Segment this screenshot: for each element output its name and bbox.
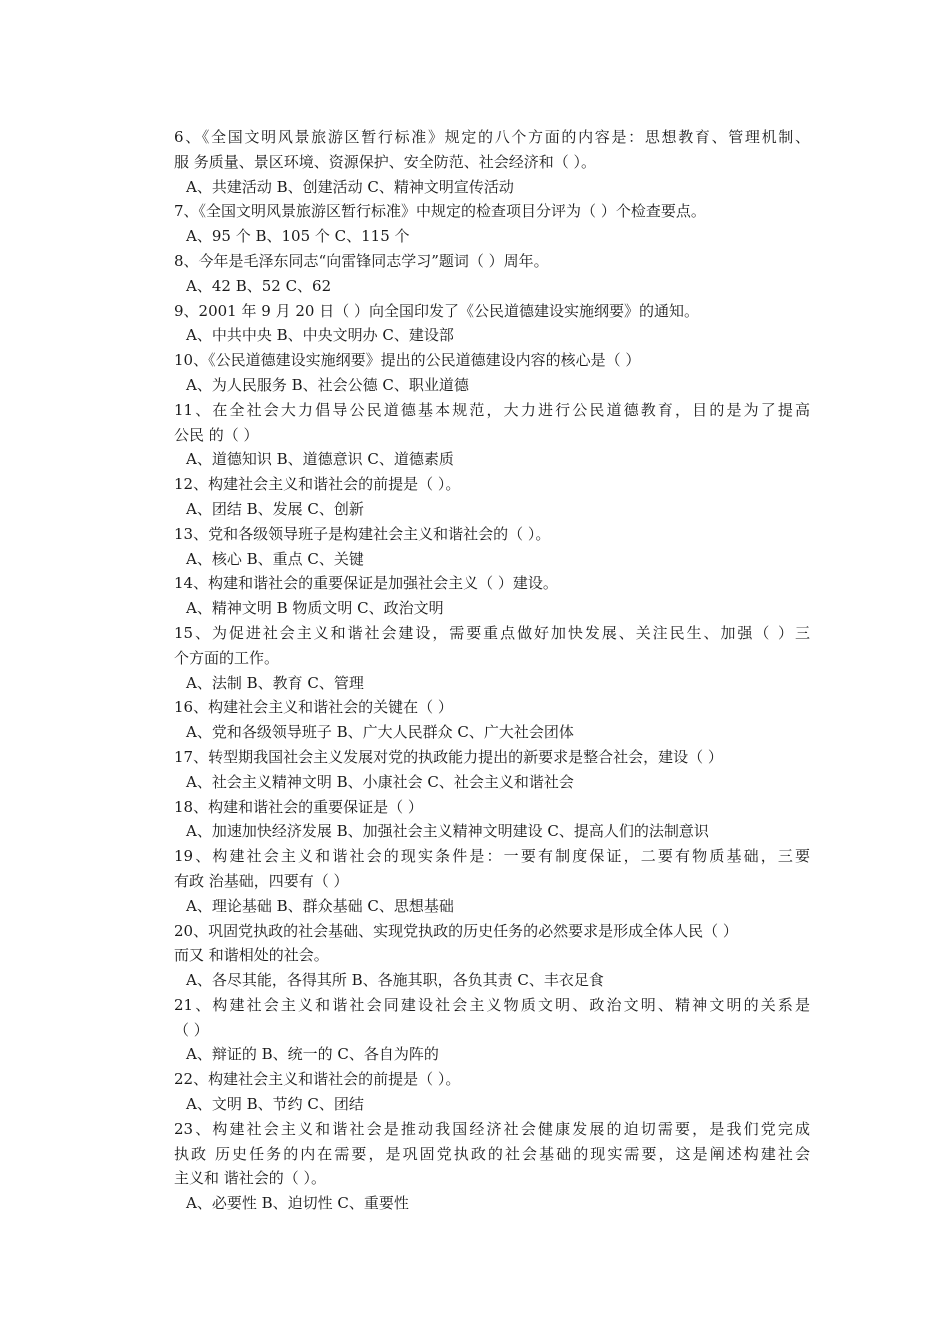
question-text: 6、《全国文明风景旅游区暂行标准》规定的八个方面的内容是：思想教育、管理机制、 bbox=[174, 128, 810, 146]
question-text: 23、构建社会主义和谐社会是推动我国经济社会健康发展的迫切需要，是我们党完成 bbox=[174, 1119, 810, 1138]
question-text: 7、《全国文明风景旅游区暂行标准》中规定的检查项目分评为（ ）个检查要点。 bbox=[174, 202, 706, 221]
question-text: 19、构建社会主义和谐社会的现实条件是：一要有制度保证，二要有物质基础，三要 bbox=[174, 847, 810, 866]
answer-options: A、辩证的 B、统一的 C、各自为阵的 bbox=[186, 1045, 439, 1064]
answer-options: A、各尽其能，各得其所 B、各施其职，各负其责 C、丰衣足食 bbox=[186, 971, 604, 990]
question-text: 21、构建社会主义和谐社会同建设社会主义物质文明、政治文明、精神文明的关系是 bbox=[174, 995, 810, 1014]
document-page bbox=[174, 125, 810, 1216]
question-text: 服 务质量、景区环境、资源保护、安全防范、社会经济和（ ）。 bbox=[174, 152, 597, 171]
question-text: 个方面的工作。 bbox=[174, 648, 280, 667]
question-text: 10、《公民道德建设实施纲要》提出的公民道德建设内容的核心是（ ） bbox=[174, 351, 641, 370]
answer-options: A、核心 B、重点 C、关键 bbox=[186, 549, 364, 568]
question-text: 有政 治基础，四要有（ ） bbox=[174, 871, 349, 890]
question-text: 9、2001 年 9 月 20 日（ ）向全国印发了《公民道德建设实施纲要》的通知。 bbox=[174, 301, 699, 320]
answer-options: A、道德知识 B、道德意识 C、道德素质 bbox=[186, 450, 454, 469]
answer-options: A、文明 B、节约 C、团结 bbox=[186, 1095, 364, 1114]
answer-options: A、共建活动 B、创建活动 C、精神文明宣传活动 bbox=[186, 177, 514, 196]
answer-options: A、为人民服务 B、社会公德 C、职业道德 bbox=[186, 375, 469, 394]
question-text: 公民 的（ ） bbox=[174, 425, 259, 444]
question-text: 14、构建和谐社会的重要保证是加强社会主义（ ）建设。 bbox=[174, 574, 558, 593]
question-text: 而又 和谐相处的社会。 bbox=[174, 946, 329, 965]
question-text: 执政 历史任务的内在需要，是巩固党执政的社会基础的现实需要，这是阐述构建社会 bbox=[174, 1144, 810, 1163]
question-text: 12、构建社会主义和谐社会的前提是（ ）。 bbox=[174, 475, 461, 494]
question-text: 11、在全社会大力倡导公民道德基本规范，大力进行公民道德教育，目的是为了提高 bbox=[174, 400, 810, 419]
question-text: （ ） bbox=[174, 1020, 209, 1039]
question-text: 22、构建社会主义和谐社会的前提是（ ）。 bbox=[174, 1070, 461, 1089]
answer-options: A、团结 B、发展 C、创新 bbox=[186, 499, 364, 518]
answer-options: A、社会主义精神文明 B、小康社会 C、社会主义和谐社会 bbox=[186, 772, 574, 791]
question-text: 8、今年是毛泽东同志“向雷锋同志学习”题词（ ）周年。 bbox=[174, 251, 549, 270]
question-text: 17、转型期我国社会主义发展对党的执政能力提出的新要求是整合社会，建设（ ） bbox=[174, 747, 723, 766]
question-text: 16、构建社会主义和谐社会的关键在（ ） bbox=[174, 698, 453, 717]
answer-options: A、精神文明 B 物质文明 C、政治文明 bbox=[186, 599, 444, 618]
question-text: 主义和 谐社会的（ ）。 bbox=[174, 1169, 327, 1188]
question-text: 13、党和各级领导班子是构建社会主义和谐社会的（ ）。 bbox=[174, 524, 551, 543]
answer-options: A、95 个 B、105 个 C、115 个 bbox=[186, 227, 410, 246]
answer-options: A、加速加快经济发展 B、加强社会主义精神文明建设 C、提高人们的法制意识 bbox=[186, 822, 709, 841]
question-text: 15、为促进社会主义和谐社会建设，需要重点做好加快发展、关注民生、加强（ ）三 bbox=[174, 623, 810, 642]
answer-options: A、必要性 B、迫切性 C、重要性 bbox=[186, 1194, 409, 1213]
question-text: 20、巩固党执政的社会基础、实现党执政的历史任务的必然要求是形成全体人民（ ） bbox=[174, 921, 738, 940]
answer-options: A、党和各级领导班子 B、广大人民群众 C、广大社会团体 bbox=[186, 723, 574, 742]
question-text: 18、构建和谐社会的重要保证是（ ） bbox=[174, 797, 423, 816]
answer-options: A、理论基础 B、群众基础 C、思想基础 bbox=[186, 896, 454, 915]
answer-options: A、法制 B、教育 C、管理 bbox=[186, 673, 364, 692]
answer-options: A、42 B、52 C、62 bbox=[186, 276, 332, 295]
answer-options: A、中共中央 B、中央文明办 C、建设部 bbox=[186, 326, 454, 345]
